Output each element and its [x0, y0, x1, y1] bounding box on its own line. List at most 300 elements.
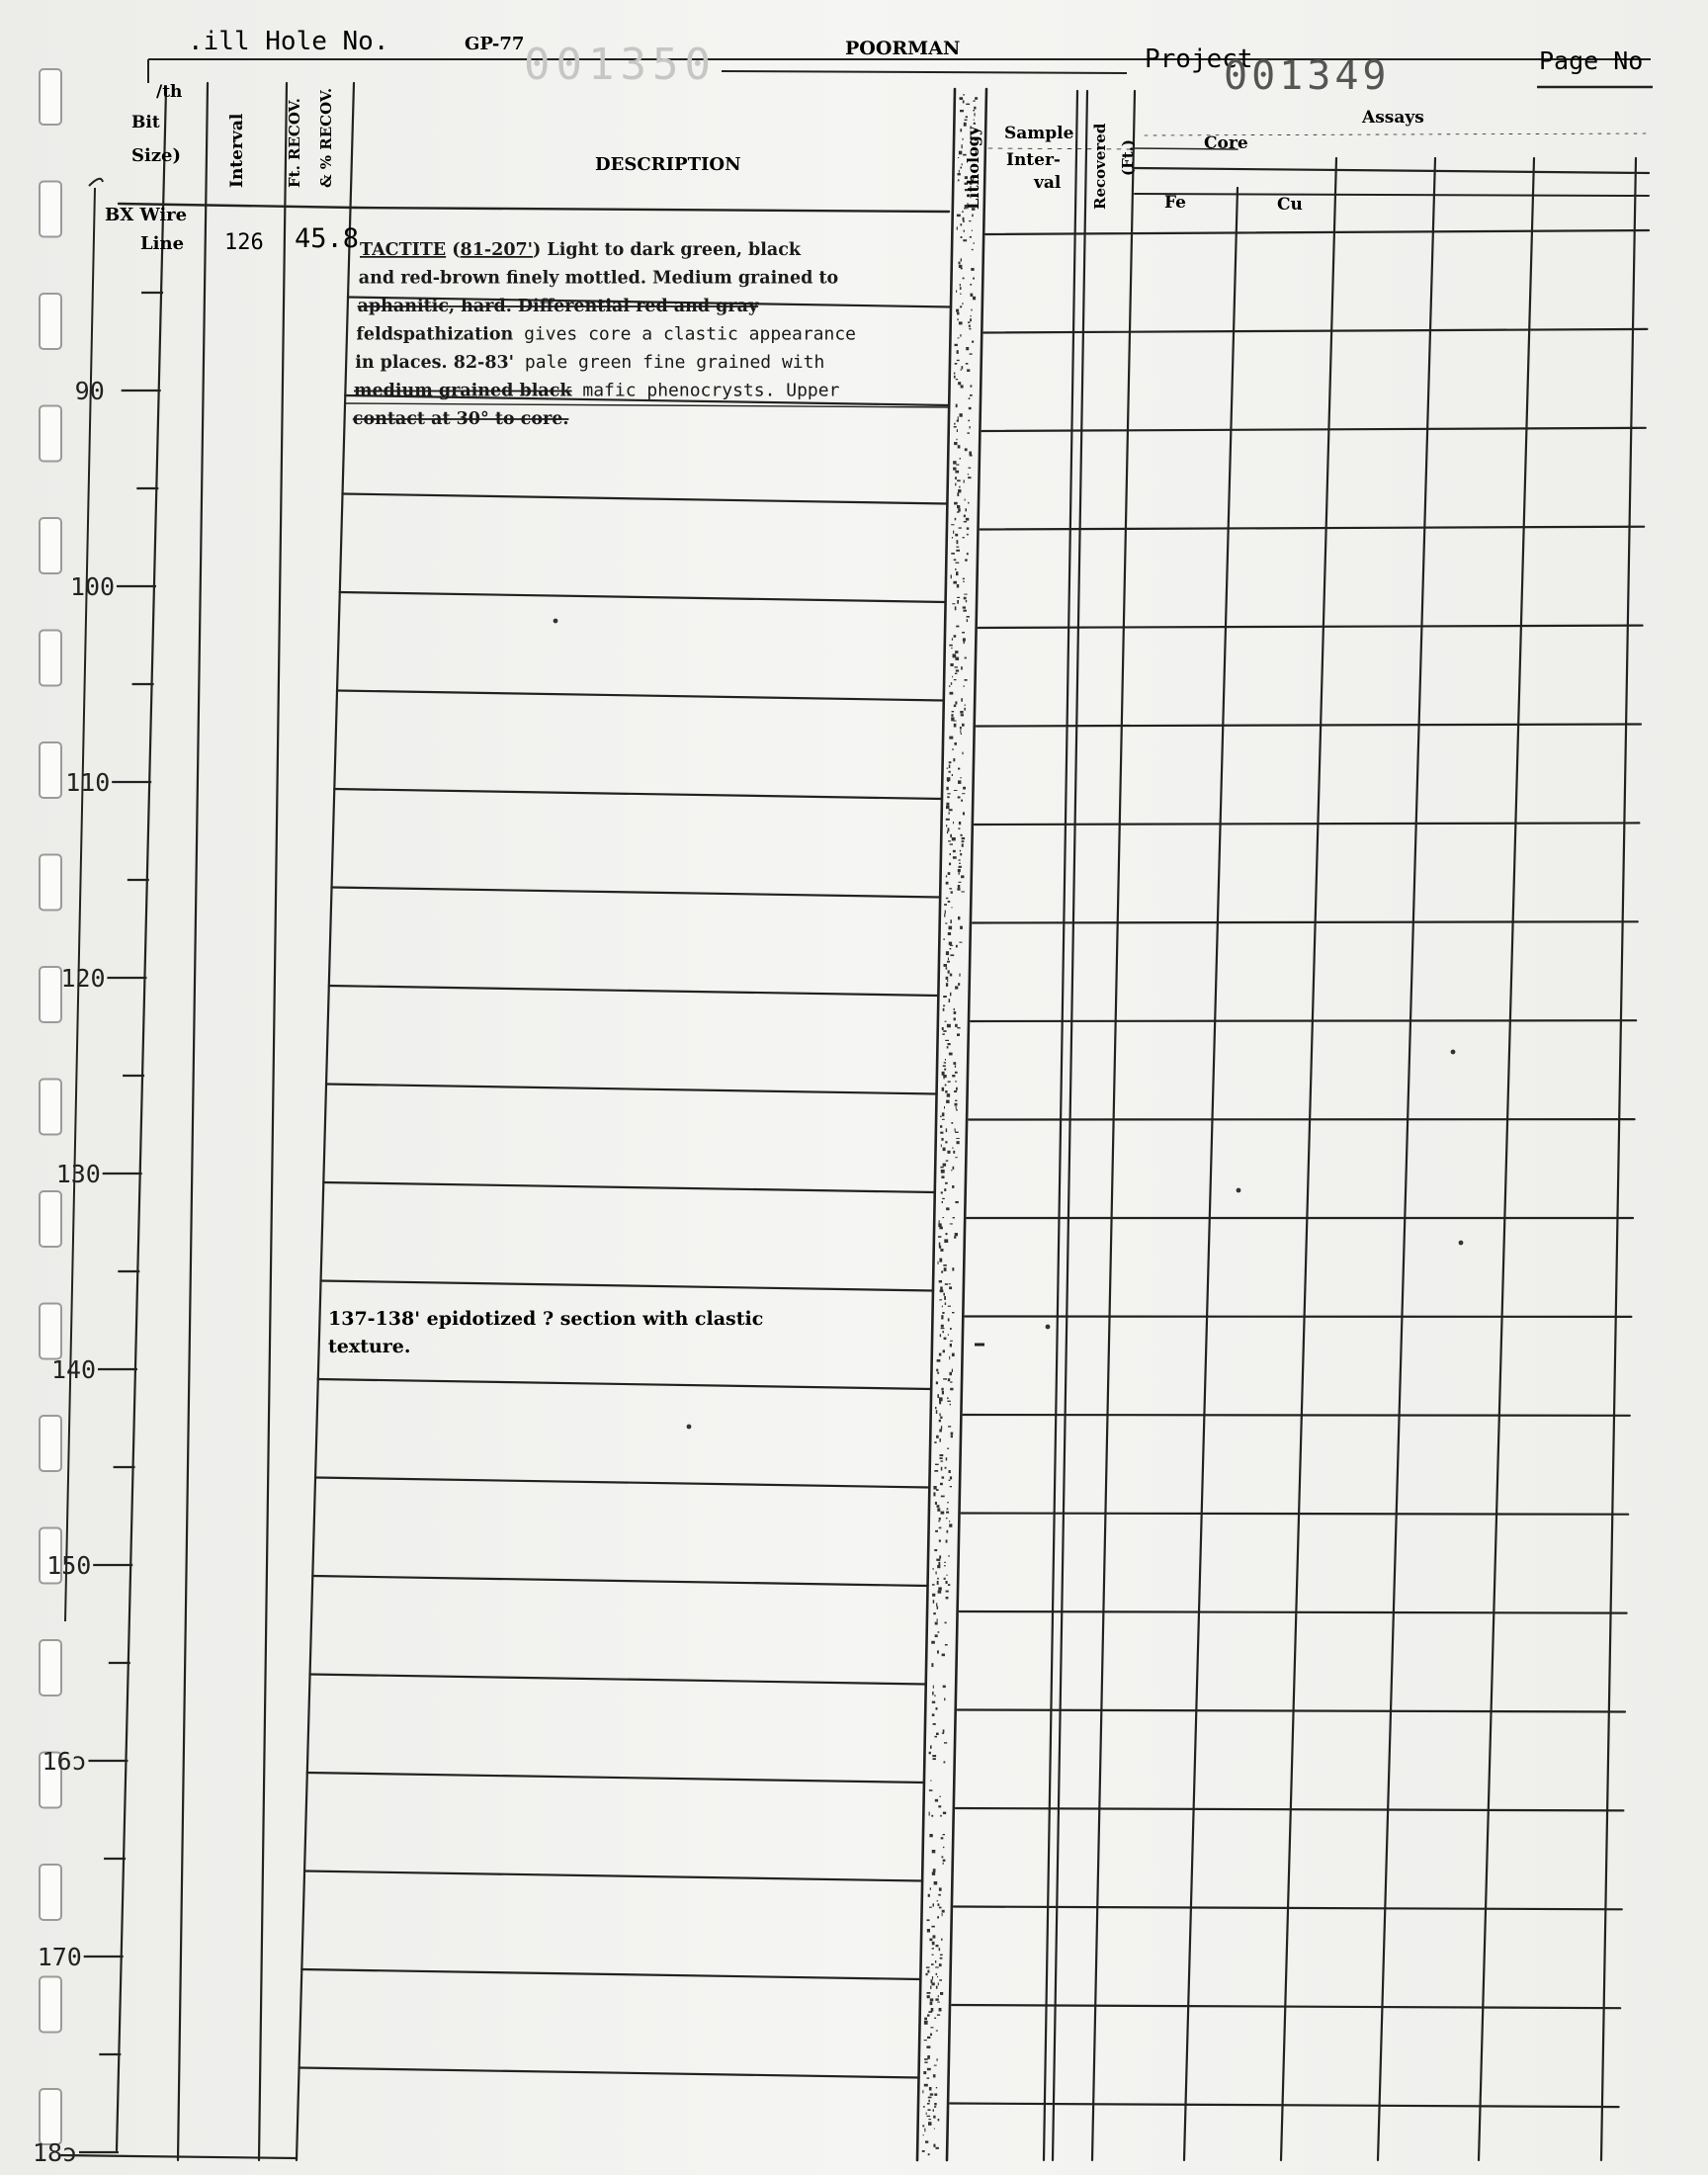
lithology-speck	[937, 1565, 940, 1568]
lithology-speck	[936, 1489, 939, 1491]
lithology-speck	[937, 1505, 940, 1508]
lithology-speck	[974, 242, 976, 243]
lithology-speck	[930, 1745, 932, 1748]
page-number-label: Page No	[1539, 46, 1644, 75]
description-tactite	[353, 240, 856, 429]
lithology-speck	[965, 559, 968, 561]
lithology-speck	[948, 827, 950, 831]
lithology-speck	[962, 752, 963, 755]
lithology-speck	[943, 1812, 946, 1815]
lithology-speck	[969, 328, 971, 330]
lithology-speck	[939, 1420, 941, 1423]
lithology-speck	[947, 1093, 950, 1097]
lithology-speck	[973, 100, 975, 101]
lithology-speck	[955, 1081, 957, 1082]
lithology-speck	[936, 1945, 939, 1947]
lithology-speck	[932, 1594, 935, 1597]
lithology-speck	[928, 2097, 932, 2099]
lithology-speck	[963, 100, 965, 103]
lithology-speck	[962, 724, 965, 727]
lithology-speck	[935, 1502, 937, 1505]
lithology-speck	[955, 568, 956, 570]
lithology-speck	[963, 606, 966, 608]
lithology-speck	[938, 1236, 941, 1238]
lithology-speck	[966, 600, 967, 602]
lithology-speck	[960, 413, 963, 417]
lithology-speck	[956, 1138, 960, 1139]
lithology-speck	[942, 1201, 943, 1203]
lithology-speck	[945, 1182, 948, 1184]
lithology-speck	[946, 875, 947, 877]
lithology-speck	[955, 471, 959, 474]
lithology-speck	[947, 961, 950, 963]
lithology-speck	[948, 901, 951, 903]
lithology-speck	[946, 1207, 949, 1210]
lithology-speck	[955, 606, 957, 610]
lithology-speck	[958, 508, 961, 511]
binder-hole	[40, 1865, 61, 1920]
lithology-speck	[964, 642, 965, 645]
lithology-speck	[948, 1306, 951, 1307]
lithology-speck	[924, 2061, 927, 2063]
lithology-speck	[939, 1299, 942, 1300]
lithology-speck	[958, 489, 961, 492]
lithology-speck	[956, 669, 959, 671]
lithology-speck	[953, 1217, 955, 1218]
lithology-speck	[948, 840, 951, 841]
lithology-speck	[960, 850, 961, 852]
lithology-speck	[949, 1470, 951, 1473]
lithology-speck	[937, 1508, 940, 1511]
lithology-speck	[942, 1112, 945, 1116]
lithology-speck	[961, 236, 963, 238]
lithology-speck	[962, 843, 964, 846]
lithology-speck	[957, 1033, 960, 1036]
lithology-speck	[951, 682, 952, 685]
lithology-speck	[933, 1686, 934, 1689]
lithology-speck	[933, 1612, 936, 1614]
lithology-speck	[943, 1078, 944, 1079]
lithology-speck	[941, 1426, 942, 1430]
lithology-speck	[938, 1995, 939, 1997]
lithology-speck	[942, 1910, 945, 1913]
lithology-speck	[950, 1341, 953, 1342]
lithology-speck	[951, 553, 955, 555]
lithology-speck	[964, 230, 965, 232]
interval-value: 126	[224, 230, 264, 255]
lithology-speck	[968, 477, 971, 478]
lithology-speck	[940, 1454, 944, 1456]
lithology-speck	[958, 983, 960, 986]
depth-label: 150	[46, 1551, 92, 1580]
lithology-speck	[939, 1518, 941, 1521]
lithology-speck	[947, 980, 948, 982]
lithology-speck	[937, 2002, 940, 2003]
lithology-speck	[963, 220, 965, 222]
lithology-speck	[959, 151, 962, 155]
lithology-header: Lithology	[964, 126, 982, 210]
lithology-speck	[942, 1331, 944, 1333]
lithology-speck	[939, 1948, 941, 1951]
lithology-speck	[950, 954, 954, 956]
lithology-speck	[969, 325, 971, 327]
lithology-speck	[936, 1571, 937, 1574]
lithology-speck	[932, 1976, 933, 1979]
lithology-speck	[957, 215, 961, 218]
lithology-speck	[938, 1894, 941, 1896]
lithology-speck	[950, 919, 952, 923]
lithology-speck	[928, 2122, 932, 2126]
lithology-speck	[932, 1568, 933, 1570]
lithology-speck	[944, 1697, 945, 1700]
lithology-speck	[951, 648, 953, 649]
hole-number-value: GP-77	[465, 34, 525, 54]
lithology-speck	[944, 1296, 946, 1300]
lithology-speck	[946, 898, 949, 899]
lithology-speck	[946, 967, 948, 969]
lithology-speck	[935, 1622, 938, 1625]
lithology-speck	[942, 1476, 945, 1478]
lithology-speck	[941, 1939, 942, 1941]
binder-hole	[40, 967, 61, 1022]
lithology-speck	[972, 230, 973, 231]
description-segment: ) Light to dark green, black	[533, 240, 802, 260]
lithology-speck	[954, 1008, 955, 1010]
lithology-speck	[949, 1283, 951, 1284]
lithology-speck	[961, 258, 962, 261]
lithology-speck	[924, 2040, 927, 2041]
recovered-header: Recovered	[1091, 123, 1109, 210]
lithology-speck	[949, 1372, 952, 1375]
lithology-speck	[967, 616, 970, 618]
lithology-speck	[963, 638, 966, 641]
lithology-speck	[927, 1970, 929, 1973]
lithology-speck	[957, 429, 958, 432]
lithology-speck	[940, 1290, 944, 1293]
lithology-speck	[959, 822, 961, 825]
lithology-speck	[929, 1834, 932, 1837]
lithology-speck	[924, 2021, 928, 2025]
lithology-speck	[937, 1976, 938, 1977]
lithology-speck	[944, 1188, 946, 1191]
lithology-speck	[971, 385, 973, 387]
lithology-speck	[962, 632, 965, 634]
lithology-speck	[957, 318, 958, 320]
lithology-speck	[949, 1286, 952, 1289]
lithology-speck	[957, 511, 960, 512]
lithology-speck	[969, 407, 972, 409]
lithology-speck	[954, 442, 957, 445]
lithology-speck	[923, 2071, 926, 2074]
lithology-speck	[945, 1467, 947, 1469]
lithology-speck	[938, 1805, 941, 1807]
lithology-speck	[939, 1887, 942, 1890]
lithology-speck	[959, 863, 961, 864]
lithology-speck	[954, 742, 957, 745]
lithology-speck	[955, 657, 959, 660]
lithology-speck	[951, 714, 953, 717]
lithology-speck	[934, 2018, 936, 2019]
lithology-speck	[959, 974, 960, 977]
lithology-speck	[933, 1600, 935, 1604]
lithology-speck	[944, 1578, 946, 1580]
lithology-speck	[935, 1530, 938, 1532]
lithology-speck	[955, 534, 958, 537]
lithology-speck	[948, 1318, 950, 1321]
lithology-speck	[950, 663, 953, 666]
lithology-speck	[933, 1903, 935, 1906]
lithology-speck	[939, 1907, 942, 1909]
lithology-speck	[936, 1707, 938, 1710]
lithology-speck	[928, 2011, 932, 2013]
lithology-speck	[934, 2065, 937, 2066]
lithology-speck	[945, 1090, 947, 1093]
binder-hole	[40, 518, 61, 573]
lithology-speck	[975, 97, 978, 100]
lithology-speck	[950, 834, 952, 837]
lithology-speck	[931, 1663, 933, 1667]
lithology-speck	[961, 698, 963, 702]
lithology-speck	[957, 226, 958, 229]
binder-hole	[40, 2089, 61, 2144]
lithology-speck	[936, 1381, 938, 1384]
fe-header: Fe	[1164, 193, 1186, 213]
lithology-speck	[929, 1812, 930, 1816]
lithology-speck	[947, 1502, 949, 1503]
lithology-speck	[930, 2034, 932, 2036]
lithology-speck	[934, 1441, 936, 1443]
lithology-speck	[957, 600, 959, 604]
lithology-speck	[967, 534, 969, 536]
lithology-speck	[946, 819, 950, 821]
lithology-speck	[933, 1486, 936, 1490]
lithology-speck	[932, 1871, 935, 1875]
lithology-speck	[941, 1837, 944, 1839]
lithology-speck	[939, 1979, 942, 1981]
lithology-speck	[927, 2103, 930, 2105]
lithology-speck	[954, 635, 957, 638]
lithology-speck	[945, 1085, 947, 1087]
lithology-speck	[957, 420, 959, 422]
scan-speck	[554, 619, 558, 624]
lithology-speck	[939, 1246, 941, 1249]
lithology-speck	[961, 666, 963, 669]
lithology-speck	[963, 812, 965, 815]
lithology-speck	[948, 1081, 951, 1083]
description-segment: TACTITE	[360, 240, 447, 260]
lithology-speck	[937, 1900, 939, 1901]
lithology-speck	[963, 278, 965, 280]
lithology-speck	[960, 110, 964, 112]
lithology-speck	[964, 515, 966, 518]
lithology-speck	[936, 1973, 938, 1975]
lithology-speck	[942, 1856, 944, 1858]
lithology-speck	[970, 455, 973, 457]
lithology-speck	[944, 1069, 946, 1071]
lithology-speck	[940, 1955, 943, 1956]
lithology-speck	[930, 2002, 933, 2006]
lithology-speck	[939, 1243, 941, 1246]
description-segment: gives core a clastic appearance	[513, 323, 857, 345]
lithology-speck	[960, 853, 962, 855]
lithology-speck	[960, 730, 961, 733]
lithology-speck	[936, 1733, 939, 1735]
lithology-speck	[948, 932, 951, 935]
binder-hole	[40, 1416, 61, 1471]
lithology-speck	[940, 1460, 943, 1461]
lithology-speck	[929, 1907, 932, 1908]
lithology-speck	[944, 1562, 946, 1563]
lithology-speck	[957, 360, 960, 361]
lithology-speck	[937, 1578, 939, 1580]
lithology-speck	[964, 597, 967, 600]
lithology-speck	[958, 337, 960, 338]
lithology-speck	[936, 1986, 938, 1989]
lithology-speck	[945, 1141, 947, 1143]
lithology-speck	[940, 1167, 943, 1169]
binder-hole	[40, 69, 61, 125]
lithology-speck	[954, 1017, 956, 1020]
lithology-speck	[948, 780, 950, 782]
lithology-speck	[943, 1030, 946, 1032]
lithology-speck	[949, 942, 952, 945]
lithology-speck	[928, 2119, 931, 2120]
scan-speck	[1237, 1188, 1241, 1193]
lithology-speck	[942, 1733, 944, 1734]
lithology-speck	[939, 1539, 941, 1541]
lithology-speck	[927, 1919, 930, 1921]
lithology-speck	[962, 793, 965, 794]
lithology-speck	[949, 999, 951, 1002]
lithology-speck	[968, 502, 969, 504]
lithology-speck	[939, 2008, 942, 2012]
lithology-speck	[939, 1227, 943, 1230]
lithology-speck	[952, 1369, 953, 1372]
lithology-speck	[950, 1344, 952, 1347]
lithology-speck	[937, 1581, 939, 1585]
lithology-speck	[922, 2090, 923, 2093]
depth-label: 18ɔ	[32, 2138, 78, 2167]
lithology-speck	[945, 1302, 946, 1305]
mine-name: POORMAN	[845, 38, 961, 59]
hole-number-label: .ill Hole No.	[188, 27, 389, 56]
lithology-speck	[963, 537, 965, 538]
lithology-speck	[949, 809, 953, 811]
lithology-speck	[922, 2150, 925, 2152]
description-header: DESCRIPTION	[595, 154, 741, 175]
lithology-speck	[933, 1869, 936, 1872]
lithology-speck	[961, 800, 963, 802]
lithology-speck	[957, 888, 960, 891]
lithology-speck	[961, 369, 962, 370]
lithology-speck	[949, 737, 953, 740]
lithology-speck	[974, 120, 975, 121]
depth-label: 120	[60, 964, 106, 993]
lithology-speck	[953, 850, 956, 852]
lithology-speck	[950, 1328, 952, 1330]
lithology-speck	[958, 796, 961, 798]
lithology-speck	[939, 1220, 940, 1224]
lithology-speck	[935, 1960, 936, 1963]
lithology-speck	[970, 394, 973, 396]
lithology-speck	[958, 885, 961, 888]
lithology-speck	[955, 518, 957, 521]
lithology-speck	[953, 721, 956, 722]
lithology-speck	[932, 1713, 935, 1716]
lithology-speck	[951, 574, 952, 578]
lithology-speck	[946, 1512, 949, 1514]
lithology-speck	[963, 787, 966, 790]
lithology-speck	[964, 123, 967, 127]
lithology-speck	[943, 1008, 945, 1011]
lithology-speck	[948, 1334, 949, 1335]
lithology-speck	[943, 1729, 945, 1732]
lithology-speck	[930, 1887, 931, 1889]
lithology-speck	[930, 1998, 934, 2001]
lithology-speck	[947, 1508, 949, 1510]
lithology-speck	[949, 1521, 950, 1522]
lithology-speck	[947, 1401, 950, 1402]
lithology-speck	[968, 474, 969, 475]
lithology-speck	[953, 1151, 955, 1154]
recovery-value: 45.8	[295, 223, 360, 254]
lithology-speck	[960, 223, 962, 225]
lithology-speck	[950, 945, 953, 946]
lithology-speck	[932, 1701, 935, 1703]
lithology-speck	[942, 1119, 945, 1120]
lithology-speck	[942, 1654, 945, 1657]
lithology-speck	[930, 1781, 931, 1782]
lithology-speck	[943, 1148, 946, 1152]
lithology-speck	[946, 983, 948, 987]
lithology-speck	[946, 882, 949, 885]
lithology-speck	[943, 1686, 946, 1689]
lithology-speck	[955, 1233, 958, 1236]
lithology-speck	[951, 1170, 952, 1172]
lithology-speck	[957, 1027, 960, 1028]
lithology-speck	[952, 774, 953, 776]
lithology-speck	[933, 1758, 936, 1760]
lithology-speck	[935, 1998, 938, 2000]
lithology-speck	[959, 527, 962, 528]
lithology-speck	[943, 1834, 946, 1835]
lithology-speck	[943, 1847, 945, 1848]
lithology-speck	[936, 1369, 938, 1372]
lithology-speck	[958, 416, 959, 419]
lithology-speck	[956, 404, 958, 408]
lithology-speck	[938, 1903, 940, 1906]
lithology-speck	[954, 1236, 956, 1239]
lithology-speck	[932, 1955, 934, 1956]
lithology-speck	[939, 1963, 942, 1966]
lithology-speck	[950, 692, 954, 695]
lithology-speck	[945, 922, 947, 923]
lithology-speck	[942, 1217, 944, 1218]
lithology-speck	[928, 2153, 930, 2155]
lithology-speck	[941, 1467, 943, 1471]
lithology-speck	[955, 1103, 958, 1106]
lithology-speck	[961, 733, 962, 735]
lithology-speck	[949, 1356, 950, 1359]
assay-row-line	[973, 921, 1638, 922]
lithology-speck	[961, 714, 964, 716]
lithology-speck	[970, 318, 972, 321]
lithology-speck	[932, 1692, 934, 1696]
lithology-speck	[947, 1397, 949, 1399]
lithology-speck	[950, 853, 951, 855]
lithology-speck	[933, 2109, 934, 2111]
lithology-speck	[958, 869, 961, 872]
